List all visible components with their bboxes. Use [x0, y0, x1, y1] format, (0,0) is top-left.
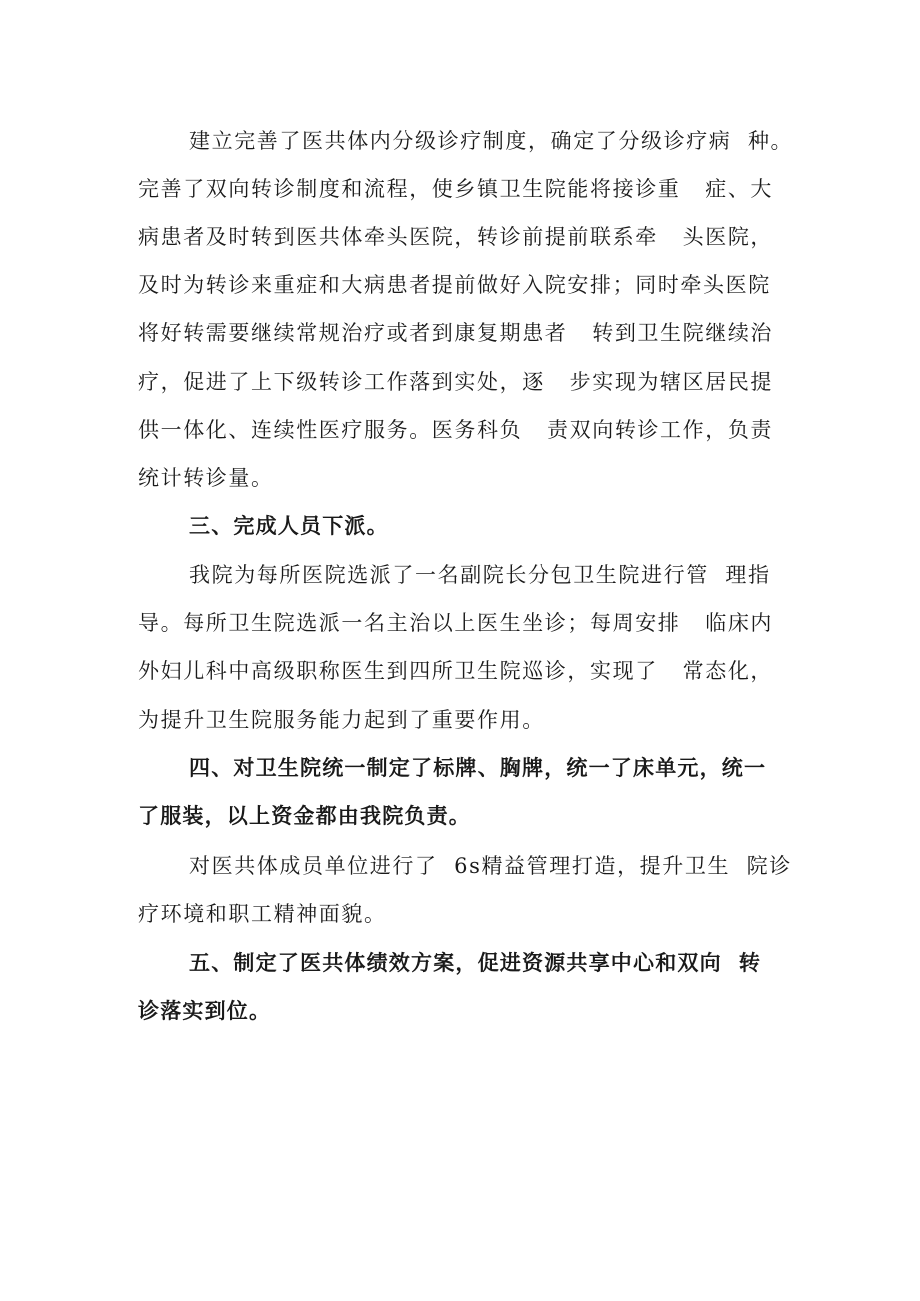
paragraph-line: 病患者及时转到医共体牵头医院，转诊前提前联系牵 头医院， [138, 225, 774, 249]
paragraph-line: 对医共体成员单位进行了 6s精益管理打造，提升卫生 院诊 [189, 854, 792, 878]
paragraph-line: 完善了双向转诊制度和流程，使乡镇卫生院能将接诊重 症、大 [138, 177, 774, 201]
section-heading: 四、对卫生院统一制定了标牌、胸牌，统一了床单元，统一 [189, 756, 767, 780]
paragraph-line: 建立完善了医共体内分级诊疗制度，确定了分级诊疗病 种。 [189, 129, 794, 153]
paragraph-line: 我院为每所医院选派了一名副院长分包卫生院进行管 理指 [189, 563, 771, 587]
section-heading: 了服装，以上资金都由我院负责。 [138, 804, 471, 828]
paragraph-line: 疗，促进了上下级转诊工作落到实处，逐 步实现为辖区居民提 [138, 370, 774, 394]
paragraph-line: 及时为转诊来重症和大病患者提前做好入院安排；同时牵头医院 [138, 273, 771, 297]
paragraph-line: 为提升卫生院服务能力起到了重要作用。 [138, 708, 545, 732]
paragraph-line: 导。每所卫生院选派一名主治以上医生坐诊；每周安排 临床内 [138, 611, 774, 635]
paragraph-line: 将好转需要继续常规治疗或者到康复期患者 转到卫生院继续治 [138, 321, 774, 345]
section-heading: 五、制定了医共体绩效方案，促进资源共享中心和双向 转 [189, 951, 762, 975]
section-heading: 诊落实到位。 [138, 999, 272, 1023]
paragraph-line: 疗环境和职工精神面貌。 [138, 902, 387, 926]
section-heading: 三、完成人员下派。 [189, 514, 389, 538]
paragraph-line: 供一体化、连续性医疗服务。医务科负 责双向转诊工作，负责 [138, 418, 774, 442]
paragraph-line: 外妇儿科中高级职称医生到四所卫生院巡诊，实现了 常态化， [138, 659, 774, 683]
paragraph-line: 统计转诊量。 [138, 466, 274, 490]
